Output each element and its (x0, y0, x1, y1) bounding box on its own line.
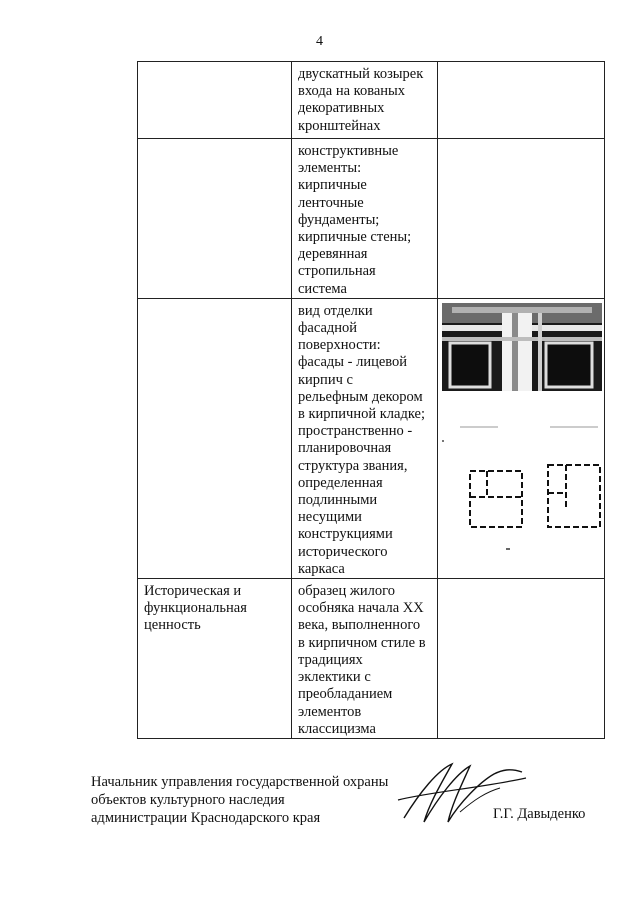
table-cell-criterion (138, 139, 292, 299)
cell-line: Историческая и (144, 583, 242, 600)
signatory-title-line: Начальник управления государственной охраны (91, 774, 389, 790)
cell-line: фасадной (298, 320, 358, 337)
table-cell-description (292, 298, 438, 578)
cell-line: особняка начала XX (298, 600, 424, 617)
cell-line: кронштейнах (298, 117, 381, 134)
table-cell-image (438, 139, 605, 299)
cell-line: эклектики с (298, 669, 371, 686)
signatory-title-line: администрации Краснодарского края (91, 810, 321, 826)
cell-line: входа на кованых (298, 83, 406, 100)
table-cell-description (292, 579, 438, 739)
cell-line: вид отделки (298, 302, 373, 319)
signatory-name: Г.Г. Давыденко (493, 806, 586, 822)
cell-line: исторического (298, 543, 388, 560)
cell-line: поверхности: (298, 337, 381, 354)
cell-line: ленточные (298, 194, 364, 211)
cell-line: несущими (298, 509, 362, 526)
cell-line: элементов (298, 703, 362, 720)
cell-line: преобладанием (298, 686, 393, 703)
table-row (138, 62, 605, 139)
cell-line: двускатный козырек (298, 66, 424, 82)
table-row (138, 579, 605, 739)
cell-line: традициях (298, 651, 363, 668)
table-cell-description (292, 139, 438, 299)
table-row (138, 298, 605, 578)
cell-line: планировочная (298, 440, 392, 457)
cell-line: кирпич с (298, 371, 353, 388)
cell-line: деревянная (298, 246, 368, 263)
cell-line: образец жилого (298, 583, 395, 600)
cell-line: кирпичные стены; (298, 229, 412, 246)
table-cell-description (292, 62, 438, 139)
table-cell-image (438, 62, 605, 139)
floor-plans-drawing (442, 425, 602, 555)
signatory-title-line: объектов культурного наследия (91, 792, 285, 808)
cell-line: конструктивные (298, 143, 399, 159)
table-cell-criterion (138, 579, 292, 739)
table-cell-criterion (138, 62, 292, 139)
cell-line: в кирпичном стиле в (298, 634, 426, 651)
cell-line: система (298, 280, 347, 297)
signatory-title (91, 773, 388, 827)
facade-photo (442, 303, 602, 391)
page-number: 4 (316, 34, 323, 49)
cell-line: подлинными (298, 492, 378, 509)
cell-line: в кирпичной кладке; (298, 406, 425, 423)
table-cell-image (438, 298, 605, 578)
cell-line: кирпичные (298, 177, 367, 194)
cell-line: стропильная (298, 263, 376, 280)
cell-line: конструкциями (298, 526, 393, 543)
cell-line: каркаса (298, 560, 345, 577)
cell-line: определенная (298, 474, 383, 491)
cell-line: элементы: (298, 160, 362, 177)
table-row (138, 139, 605, 299)
cell-line: фасады - лицевой (298, 354, 408, 371)
cell-line: ценность (144, 617, 201, 634)
cell-line: века, выполненного (298, 617, 421, 634)
table-cell-criterion (138, 298, 292, 578)
cell-line: рельефным декором (298, 388, 423, 405)
cell-line: фундаменты; (298, 211, 380, 228)
heritage-table (137, 61, 605, 739)
table-cell-image (438, 579, 605, 739)
cell-line: декоративных (298, 100, 385, 117)
cell-line: структура звания, (298, 457, 408, 474)
cell-line: пространственно - (298, 423, 413, 440)
cell-line: классицизма (298, 720, 376, 737)
cell-line: функциональная (144, 600, 247, 617)
